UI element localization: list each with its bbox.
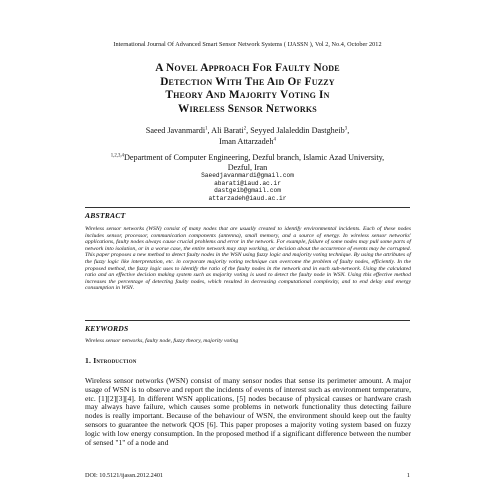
author-separator: , bbox=[246, 126, 251, 135]
email-address: attarzadeh@iaud.ac.ir bbox=[208, 194, 287, 202]
author-name: Seyyed Jalaleddin Dastgheib bbox=[250, 126, 345, 135]
author-sup: 3 bbox=[344, 126, 348, 132]
introduction-heading: 1. Introduction bbox=[85, 356, 137, 365]
author-name: Saeed Javanmardi bbox=[145, 126, 206, 135]
author-sup: 4 bbox=[273, 136, 276, 142]
author-list bbox=[40, 126, 455, 147]
paper-title bbox=[60, 62, 435, 116]
author-sup: 1 bbox=[205, 126, 208, 132]
affiliation-line-2: Dezful, Iran bbox=[227, 163, 268, 173]
abstract-top-rule bbox=[85, 207, 410, 208]
abstract-heading: ABSTRACT bbox=[85, 211, 126, 220]
journal-running-header: International Journal Of Advanced Smart Sensor Network Systems ( IJASSN ), Vol 2, No.4, October 2012 bbox=[113, 41, 382, 48]
author-line-2 bbox=[40, 137, 455, 148]
author-emails bbox=[100, 172, 395, 202]
keywords-top-rule bbox=[85, 320, 410, 321]
affiliation-sup: 1,2,3,4 bbox=[110, 153, 124, 159]
title-line: Detection With The Aid Of Fuzzy bbox=[160, 75, 335, 88]
keywords-text: Wireless sensor networks, faulty node, fuzzy theory, majority voting bbox=[85, 338, 239, 344]
affiliation-line-1 bbox=[40, 153, 455, 163]
title-line: A Novel Approach For Faulty Node bbox=[155, 62, 340, 74]
email-address: abarati@iaud.ac.ir bbox=[214, 179, 281, 187]
page-number: 1 bbox=[406, 472, 410, 479]
author-name: Iman Attarzadeh bbox=[219, 136, 274, 146]
author-separator: , bbox=[207, 126, 212, 135]
introduction-text: Wireless sensor networks (WSN) consist of many sensor nodes that sense its perimeter amount. A major usage of WSN is to observe and report the incidents of events of interest such as environment temperature, etc. [1][2][3][4]. In different WSN applications, [5] nodes because of physical causes or hardware crash may always have failure, which causes some problems in network functionality thus detecting failure nodes is really important. Because of the behaviour of WSN, the environment should keep out the faulty sensors to guarantee the network QOS [6]. This paper proposes a majority voting system based on fuzzy logic with low energy consumption. In the proposed method if a significant difference between the number of sensed "1" of a node and bbox=[85, 376, 411, 447]
affiliation bbox=[40, 153, 455, 173]
footer-doi: DOI: 10.5121/ijassn.2012.2401 bbox=[85, 472, 164, 479]
author-line-1 bbox=[40, 126, 455, 137]
affiliation-text: Department of Computer Engineering, Dezful branch, Islamic Azad University, bbox=[123, 153, 385, 162]
title-line: Theory And Majority Voting In bbox=[165, 89, 330, 102]
author-sup: 2 bbox=[243, 126, 247, 132]
email-address: Saeedjavanmardi@gmail.com bbox=[201, 172, 294, 179]
abstract-text: Wireless sensor networks (WSN) consist of many nodes that are usually created to identify environmental incidents. Each of these nodes includes sensor, processor, communication components (antenna), small memory, and a source of energy. In wireless sensor networks' applications, faulty nodes always cause crucial problems and error in the network. For example, failure of some nodes may pull some parts of network into isolation, or in a worse case, the entire network may stop working, or decision about the occurrence of events may be corrupted. This paper proposes a new method to detect faulty nodes in the WSN using fuzzy logic and majority voting technique. By using the attributes of the fuzzy logic like interpretation, etc. in corporate majority voting technique can overcome the problem of faulty nodes, efficiently. In the proposed method, the fuzzy logic uses to identify the ratio of the faulty nodes in the network and in each sub-network. Using the calculated ratio and an effective decision making system such as majority voting is used to detect the faulty node in WSN. Using this effective method increases the percentage of detecting faulty nodes, which resulted in decreasing computational complexity, and to end delay and energy consumption in WSN. bbox=[85, 226, 411, 292]
title-line: Wireless Sensor Networks bbox=[178, 102, 317, 115]
email-address: dastgeib@gmail.com bbox=[214, 187, 281, 195]
keywords-heading: KEYWORDS bbox=[85, 324, 129, 333]
author-separator: , bbox=[347, 126, 350, 135]
author-name: Ali Barati bbox=[211, 126, 244, 135]
